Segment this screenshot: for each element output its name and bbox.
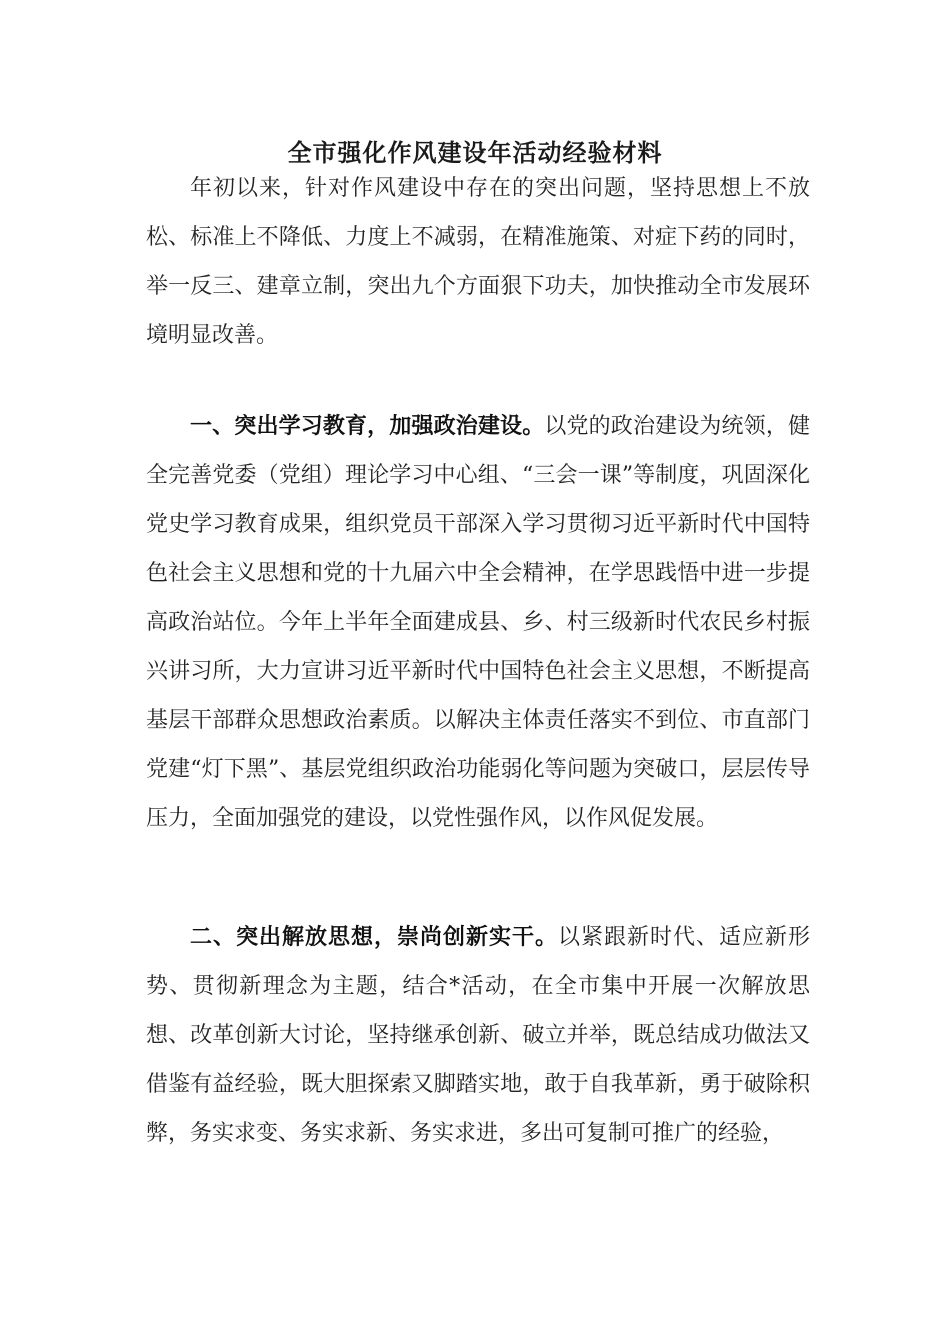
section-2-heading: 二、突出解放思想，崇尚创新实干。	[190, 924, 558, 950]
paragraph-section-2	[146, 913, 810, 1158]
paragraph-intro-text: 年初以来，针对作风建设中存在的突出问题，坚持思想上不放松、标准上不降低、力度上不减弱，在精准施策、对症下药的同时，举一反三、建章立制，突出九个方面狠下功夫，加快推动全市发展环境明显改善。	[146, 176, 810, 348]
paragraph-intro	[146, 164, 810, 360]
section-2-text: 以紧跟新时代、适应新形势、贯彻新理念为主题，结合*活动，在全市集中开展一次解放思想、改革创新大讨论，坚持继承创新、破立并举，既总结成功做法又借鉴有益经验，既大胆探索又脚踏实地，敢于自我革新，勇于破除积弊，务实求变、务实求新、务实求进，多出可复制可推广的经验，	[146, 925, 810, 1146]
section-1-heading: 一、突出学习教育，加强政治建设。	[190, 413, 545, 439]
document-title: 全市强化作风建设年活动经验材料	[287, 138, 663, 167]
paragraph-section-1	[146, 402, 810, 843]
section-1-text: 以党的政治建设为统领，健全完善党委（党组）理论学习中心组、“三会一课”等制度，巩固深化党史学习教育成果，组织党员干部深入学习贯彻习近平新时代中国特色社会主义思想和党的十九届六中全会精神，在学思践悟中进一步提高政治站位。今年上半年全面建成县、乡、村三级新时代农民乡村振兴讲习所，大力宣讲习近平新时代中国特色社会主义思想，不断提高基层干部群众思想政治素质。以解决主体责任落实不到位、市直部门党建“灯下黑”、基层党组织政治功能弱化等问题为突破口，层层传导压力，全面加强党的建设，以党性强作风，以作风促发展。	[146, 414, 810, 831]
